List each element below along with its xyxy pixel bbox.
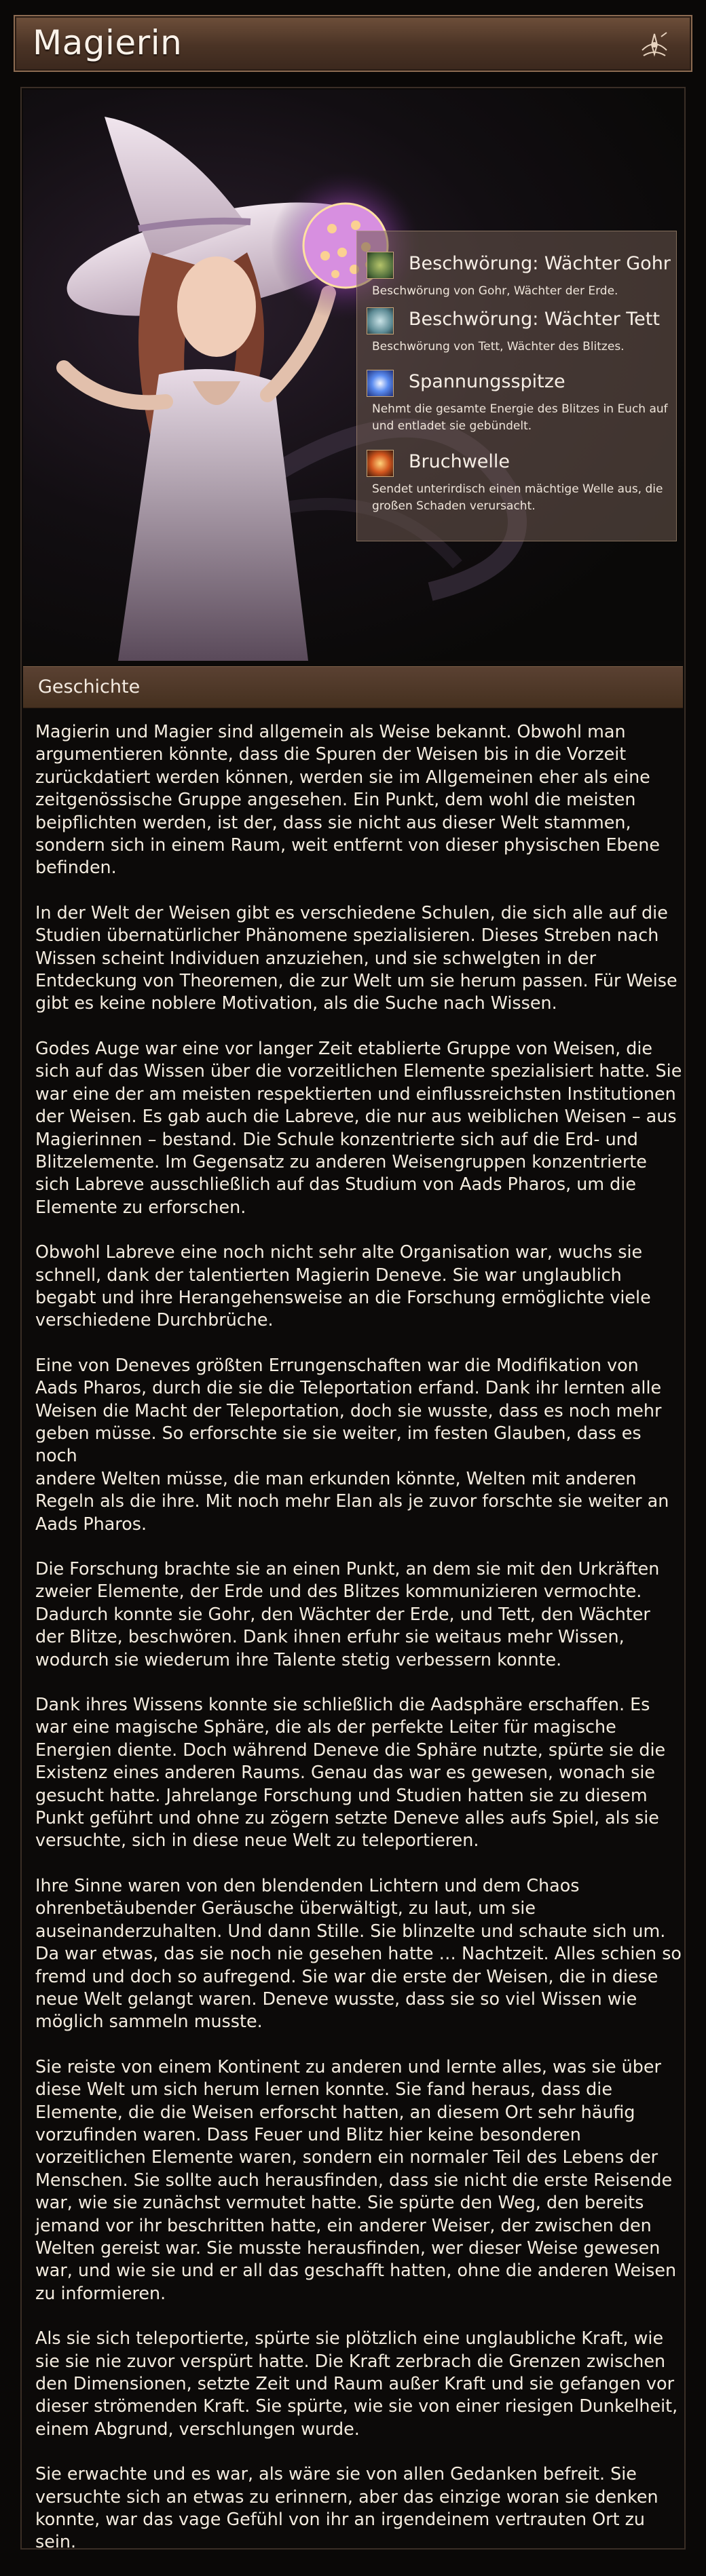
story-paragraph: Magierin und Magier sind allgemein als Weise bekannt. Obwohl man argumentieren könnte, dass die Spuren der Weisen bis in die Vorzeit zurückdatiert werden können, werden sie im Allgemeinen eher als eine zeitgenössische Gruppe angesehen. Ein Punkt, dem wohl die meisten beipflichten werden, ist der, dass sie nicht aus dieser Welt stammen, sondern sich in einem Raum, weit entfernt von dieser physischen Ebene befinden. [35,721,660,878]
story-paragraph: Die Forschung brachte sie an einen Punkt, an dem sie mit den Urkräften zweier Elemente, der Erde und des Blitzes kommunizieren vermochte. Dadurch konnte sie Gohr, den Wächter der Erde, und Tett, den Wächter der Blitze, beschwören. Dank ihnen erfuhr sie weitaus mehr Wissen, wodurch sie wiederum ihre Talente stetig verbessern konnte. [35,1558,660,1670]
lightning-icon [367,370,394,397]
story-paragraph: Sie erwachte und es war, als wäre sie von allen Gedanken befreit. Sie versuchte sich an etwas zu erinnern, aber das einzige woran sie denken konnte, war das vage Gefühl von ihr an irgendeinem vertrauten Ort zu sein. [35,2463,658,2552]
section-header [23,666,683,708]
story-paragraph: In der Welt der Weisen gibt es verschiedene Schulen, die sich alle auf die Studien übernatürlicher Phänomene spezialisieren. Dieses Streben nach Wissen scheint Individuen anzuziehen, und sie schwelgten in der Entdeckung von Theoremen, die zur Welt um sie herum passen. Für Weise gibt es keine noblere Motivation, als die Suche nach Wissen. [35,902,677,1014]
skill-name: Spannungsspitze [409,371,565,392]
skill-name: Beschwörung: Wächter Gohr [409,253,671,274]
skill-description: Nehmt die gesamte Energie des Blitzes in Euch auf und entladet sie gebündelt. [372,402,668,433]
page-header [14,15,692,72]
earthquake-icon [367,450,394,477]
skill-description: Sendet unterirdisch einen mächtige Welle aus, die großen Schaden verursacht. [372,482,663,513]
skill-name: Beschwörung: Wächter Tett [409,309,660,330]
story-text [35,720,687,2576]
skill-name: Bruchwelle [409,451,510,472]
class-emblem-icon [634,24,675,65]
story-paragraph: Als sie sich teleportierte, spürte sie plötzlich eine unglaubliche Kraft, wie sie sie nie zuvor verspürt hatte. Die Kraft zerbrach die Grenzen zwischen den Dimensionen, setzte Zeit und Raum außer Kraft und sie gefangen vor dieser strömenden Kraft. Sie spürte, wie sie von einer riesigen Dunkelheit, einem Abgrund, verschlungen wurde. [35,2328,678,2439]
skill-description: Beschwörung von Tett, Wächter des Blitzes. [372,340,625,353]
story-paragraph: Obwohl Labreve eine noch nicht sehr alte Organisation war, wuchs sie schnell, dank der talentierten Magierin Deneve. Sie war unglaublich begabt und ihre Herangehensweise an die Forschung ermöglichte viele verschiedene Durchbrüche. [35,1242,651,1330]
story-paragraph: Eine von Deneves größten Errungenschaften war die Modifikation von Aads Pharos, durch die sie die Teleportation erfand. Dank ihr lernten alle Weisen die Macht der Teleportation, doch sie wusste, dass es noch mehr geben müsse. So erforschte sie sie weiter, im festen Glauben, dass es noch andere Welten müsse, die man erkunden könnte, Welten mit anderen Regeln als die ihre. Mit noch mehr Elan als je zuvor forschte sie weiter an Aads Pharos. [35,1354,669,1534]
story-paragraph: Godes Auge war eine vor langer Zeit etablierte Gruppe von Weisen, die sich auf das Wissen über die vorzeitlichen Elemente spezialisiert hatte. Sie war eine der am meisten respektierten und einflussreichsten Institutionen der Weisen. Es gab auch die Labreve, die nur aus weiblichen Weisen – aus Magierinnen – bestand. Die Schule konzentrierte sich auf die Erd- und Blitzelemente. Im Gegensatz zu anderen Weisengruppen konzentrierte sich Labreve ausschließlich auf das Studium von Aads Pharos, um die Elemente zu erforschen. [35,1037,682,1217]
skills-panel [356,231,677,541]
story-paragraph: Sie reiste von einem Kontinent zu anderen und lernte alles, was sie über diese Welt um sich herum lernen konnte. Sie fand heraus, dass die Elemente, die die Weisen erforscht hatten, an diesem Ort sehr häufig vorzufinden waren. Dass Feuer und Blitz hier keine besonderen vorzeitlichen Elemente waren, sondern ein normaler Teil des Lebens der Menschen. Sie sollte auch herausfinden, dass sie nicht die erste Reisende war, wie sie zunächst vermutet hatte. Sie spürte den Weg, den bereits jemand vor ihr beschritten hatte, ein anderer Weiser, der zwischen den Welten gereist war. Sie musste herausfinden, wer dieser Weise gewesen war, und wie sie und er all das geschafft hatten, ohne die anderen Weisen zu informieren. [35,2056,677,2303]
beast-icon [367,307,394,334]
section-title: Geschichte [38,676,141,697]
page-title: Magierin [33,23,183,62]
golem-icon [367,252,394,279]
skill-description: Beschwörung von Gohr, Wächter der Erde. [372,284,618,298]
story-paragraph: Ihre Sinne waren von den blendenden Lichtern und dem Chaos ohrenbetäubender Geräusche überwältigt, zu laut, um sie auseinanderzuhalten. Und dann Stille. Sie blinzelte und schaute sich um. Da war etwas, das sie noch nie gesehen hatte … Nachtzeit. Alles schien so fremd und doch so aufregend. Sie war die erste der Weisen, die in diese neue Welt gelangt waren. Deneve wusste, dass sie so viel Wissen wie möglich sammeln musste. [35,1875,682,2032]
story-paragraph: Dank ihres Wissens konnte sie schließlich die Aadsphäre erschaffen. Es war eine magische Sphäre, die als der perfekte Leiter für magische Energien diente. Doch während Deneve die Sphäre nutzte, spürte sie die Existenz eines anderen Raums. Genau das war es gewesen, wonach sie gesucht hatte. Jahrelange Forschung und Studien hatten sie zu diesem Punkt geführt und ohne zu zögern setzte Deneve alles aufs Spiel, als sie versuchte, sich in diese neue Welt zu teleportieren. [35,1694,666,1851]
